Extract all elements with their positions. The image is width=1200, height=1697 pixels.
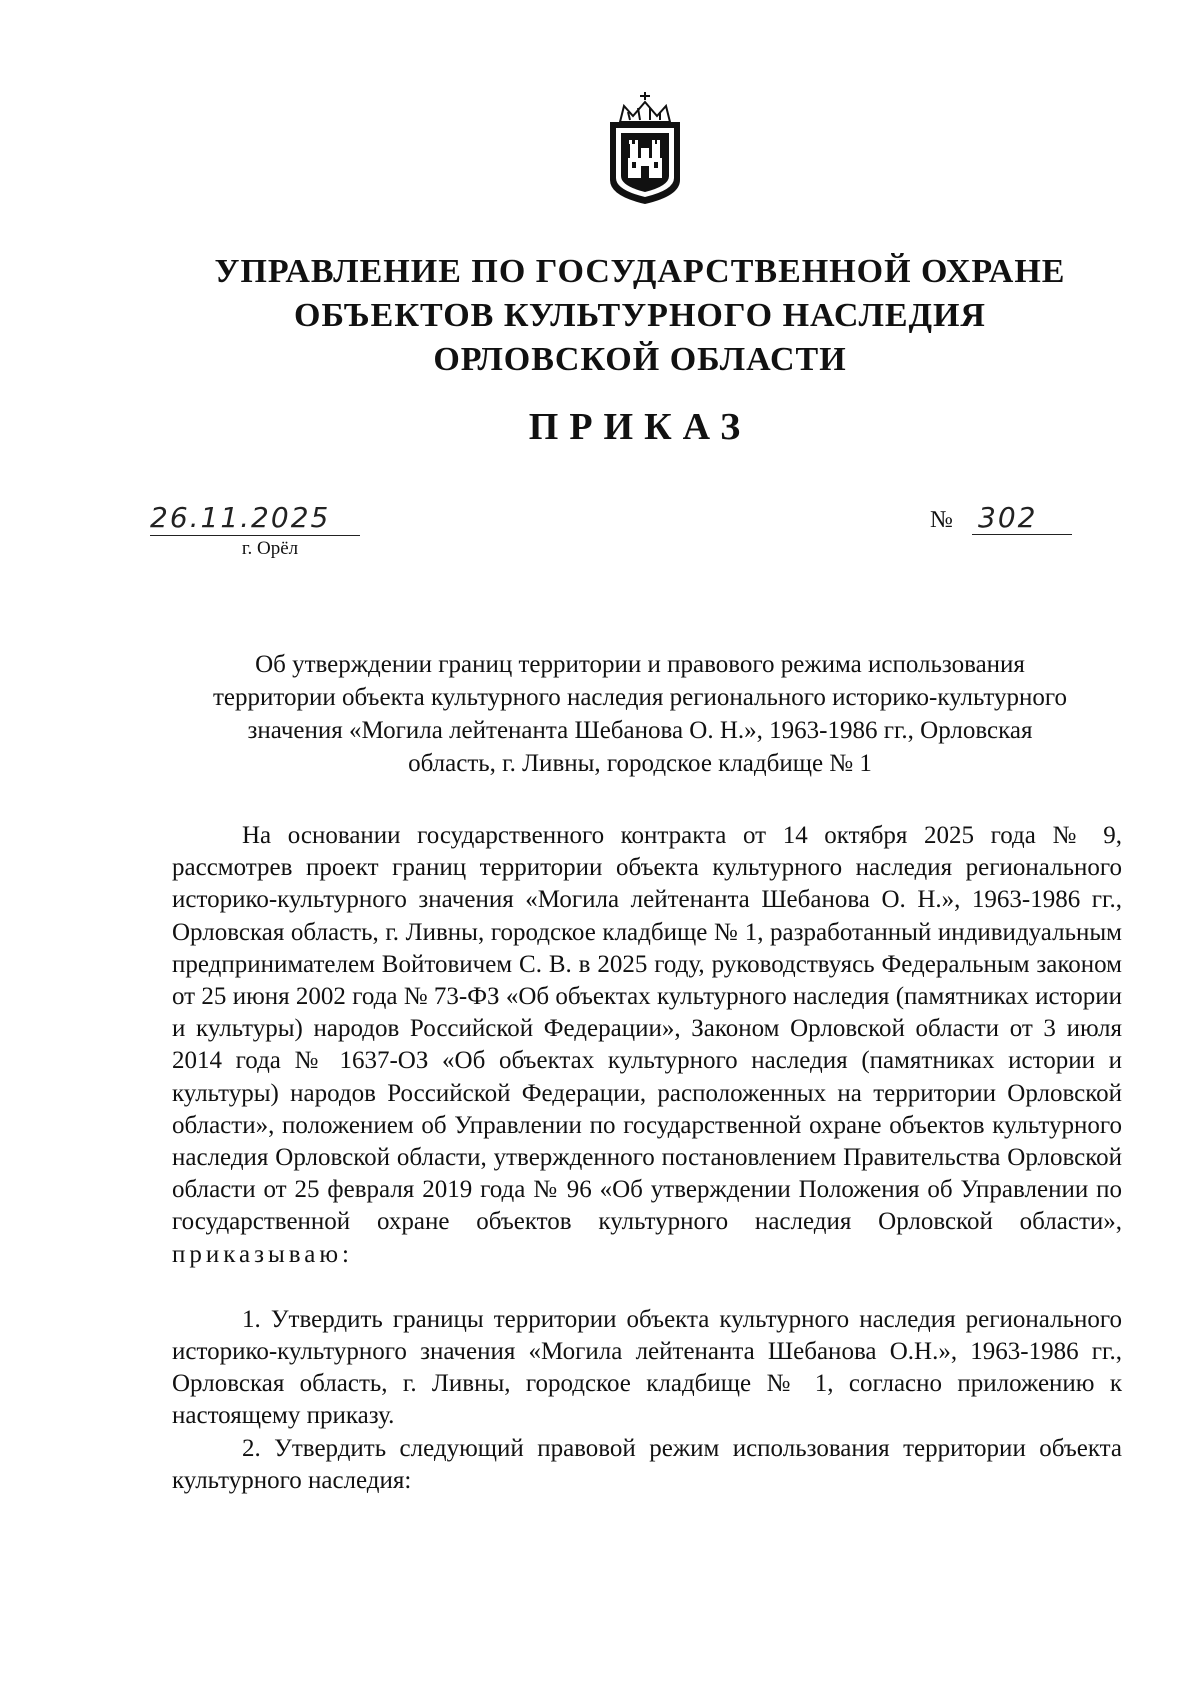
org-line: УПРАВЛЕНИЕ ПО ГОСУДАРСТВЕННОЙ ОХРАНЕ [214, 253, 1066, 290]
handwritten-number: 302 [972, 503, 1072, 535]
org-line: ОРЛОВСКОЙ ОБЛАСТИ [433, 341, 847, 378]
subject-line: область, г. Ливны, городское кладбище № 1 [408, 750, 872, 777]
org-line: ОБЪЕКТОВ КУЛЬТУРНОГО НАСЛЕДИЯ [294, 297, 986, 334]
organization-name [150, 250, 1130, 382]
document-number-block [930, 503, 1080, 535]
order-body [172, 820, 1122, 1497]
number-label: № [930, 507, 953, 533]
subject-line: территории объекта культурного наследия регионального историко-культурного [212, 684, 1068, 711]
order-word: приказываю: [172, 1240, 353, 1268]
order-subject [160, 648, 1120, 780]
city-label: г. Орёл [241, 538, 299, 559]
order-item-1: 1. Утвердить границы территории объекта культурного наследия регионального историко-культурного значения «Могила лейтенанта Шебанова О.Н.», 1963-1986 гг., Орловская область, г. Ливны, городское кладбище № 1, согласно приложению к настоящему приказу. [172, 1305, 1122, 1430]
subject-line: значения «Могила лейтенанта Шебанова О. Н.», 1963-1986 гг., Орловская [247, 717, 1033, 744]
preamble-paragraph [172, 820, 1122, 1271]
handwritten-date: 26.11.2025 [150, 503, 360, 536]
preamble-text: На основании государственного контракта от 14 октября 2025 года № 9, рассмотрев проект границ территории объекта культурного наследия регионального историко-культурного значения «Могила лейтенанта Шебанова О. Н.», 1963-1986 гг., Орловская область, г. Ливны, городское кладбище № 1, разработанный индивидуальным предпринимателем Войтовичем С. В. в 2025 году, руководствуясь Федеральным законом от 25 июня 2002 года № 73-ФЗ «Об объектах культурного наследия (памятниках истории и культуры) народов Российской Федерации», Законом Орловской области от 3 июля 2014 года № 1637-ОЗ «Об объектах культурного наследия (памятниках истории и культуры) народов Российской Федерации, расположенных на территории Орловской области», положением об Управлении по государственной охране объектов культурного наследия Орловской области, утвержденного постановлением Правительства Орловской области от 25 февраля 2019 года № 96 «Об утверждении Положения об Управлении по государственной охране объектов культурного наследия Орловской области», [172, 822, 1122, 1236]
date-block [150, 503, 360, 560]
order-item-2: 2. Утвердить следующий правовой режим использования территории объекта культурного наследия: [172, 1434, 1122, 1494]
coat-of-arms-icon [600, 88, 690, 208]
document-type-title: ПРИКАЗ [528, 406, 752, 448]
subject-line: Об утверждении границ территории и правового режима использования [255, 651, 1025, 678]
